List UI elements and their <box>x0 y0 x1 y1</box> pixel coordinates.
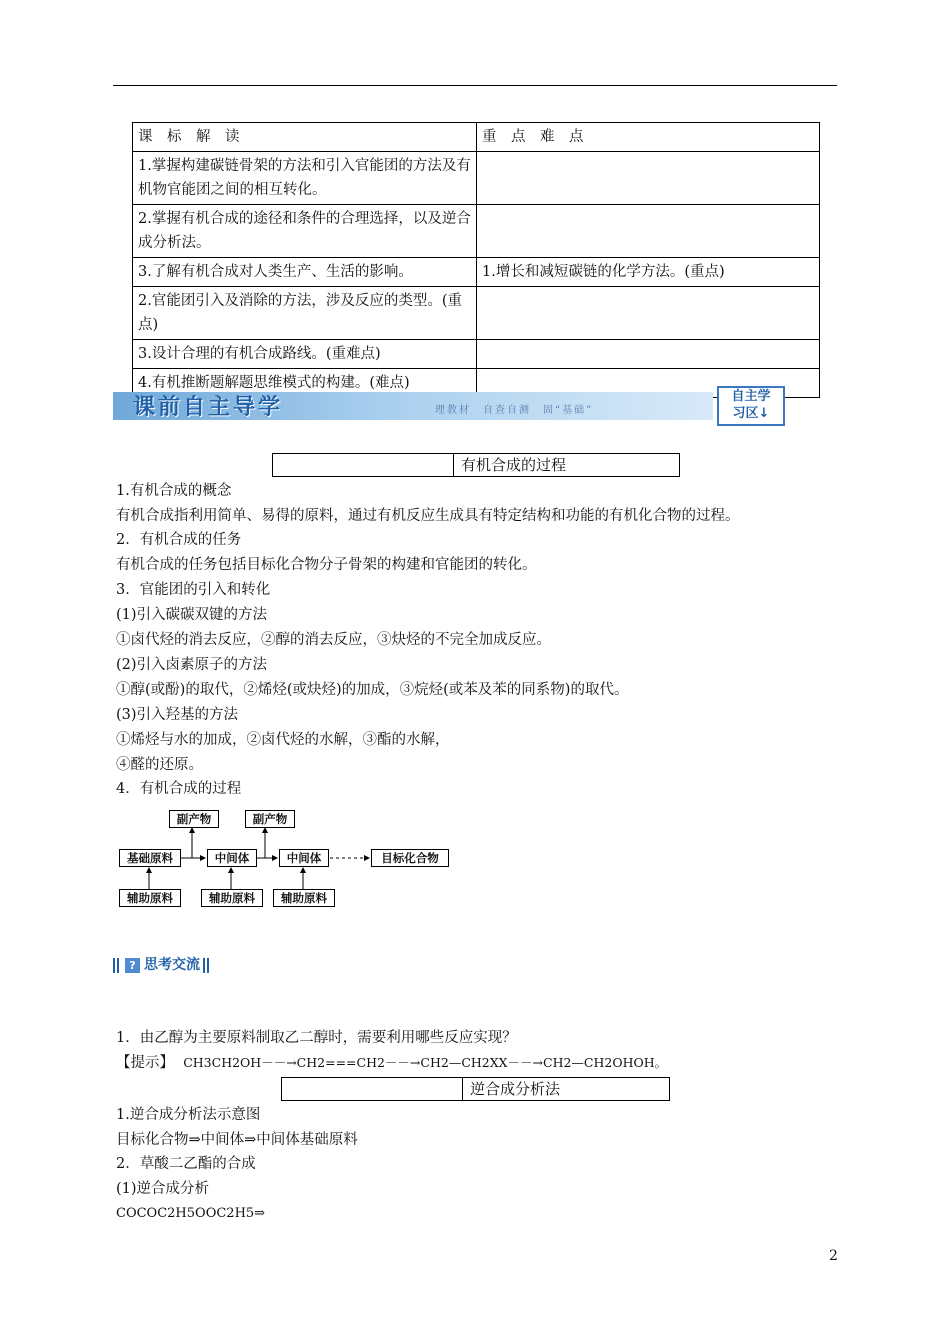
table-cell <box>477 340 820 369</box>
text-line: 4．有机合成的过程 <box>116 781 242 797</box>
banner-badge-line: 习区↓ <box>732 406 770 421</box>
objectives-table <box>132 122 820 398</box>
flow-intermediate-1: 中间体 <box>207 849 257 867</box>
table-row <box>133 152 820 205</box>
text-line: ①烯烃与水的加成，②卤代烃的水解，③酯的水解， <box>116 732 450 748</box>
question-text: 1．由乙醇为主要原料制取乙二醇时，需要利用哪些反应实现？ <box>116 1030 517 1046</box>
bar-icon <box>113 958 115 973</box>
header-rule <box>113 85 837 86</box>
banner-badge-line: 自主学 <box>731 389 771 404</box>
bar-icon <box>117 958 119 973</box>
flow-aux-material-3: 辅助原料 <box>273 889 335 907</box>
text-line: 2．草酸二乙酯的合成 <box>116 1156 256 1172</box>
think-discuss-title: 思考交流 <box>144 957 200 973</box>
text-line: (2)引入卤素原子的方法 <box>116 657 268 673</box>
text-line: 1.逆合成分析法示意图 <box>116 1107 261 1123</box>
table-row <box>133 205 820 258</box>
flow-byproduct-2: 副产物 <box>245 810 295 828</box>
flow-aux-material-2: 辅助原料 <box>201 889 263 907</box>
section-heading-box <box>281 1077 670 1101</box>
text-line: COCOC2H5OOC2H5⇒ <box>116 1206 266 1221</box>
text-line: 3．官能团的引入和转化 <box>116 582 271 598</box>
flow-intermediate-2: 中间体 <box>279 849 329 867</box>
flow-byproduct-1: 副产物 <box>169 810 219 828</box>
bar-icon <box>207 958 209 973</box>
text-line: 目标化合物⇒中间体⇒中间体基础原料 <box>116 1132 358 1148</box>
section-heading: 有机合成的过程 <box>461 456 567 474</box>
text-line: 有机合成的任务包括目标化合物分子骨架的构建和官能团的转化。 <box>116 557 537 573</box>
hint-line <box>116 1053 667 1073</box>
text-line: (1)引入碳碳双键的方法 <box>116 607 268 623</box>
flow-aux-material-1: 辅助原料 <box>119 889 181 907</box>
text-line: ①卤代烃的消去反应，②醇的消去反应，③炔烃的不完全加成反应。 <box>116 632 551 648</box>
table-row <box>133 340 820 369</box>
table-cell: 2.官能团引入及消除的方法，涉及反应的类型。(重点) <box>133 287 477 340</box>
hint-text: CH3CH2OH－－→CH2===CH2－－→CH2—CH2XX－－→CH2—CH2OHOH。 <box>183 1055 668 1070</box>
text-line: 2．有机合成的任务 <box>116 532 242 548</box>
text-line: 有机合成指利用简单、易得的原料，通过有机反应生成具有特定结构和功能的有机化合物的过程。 <box>116 508 740 524</box>
question-icon: ? <box>125 958 140 973</box>
table-cell: 2.掌握有机合成的途径和条件的合理选择，以及逆合成分析法。 <box>133 205 477 258</box>
page-number: 2 <box>829 1248 838 1264</box>
text-line: (1)逆合成分析 <box>116 1181 210 1197</box>
section-heading: 逆合成分析法 <box>470 1080 561 1098</box>
text-line: 1.有机合成的概念 <box>116 483 232 499</box>
synthesis-flow-diagram <box>117 807 457 907</box>
table-row <box>133 287 820 340</box>
banner-title: 课前自主导学 <box>133 395 284 420</box>
hint-label: 【提示】 <box>116 1055 174 1071</box>
table-header-right: 重 点 难 点 <box>477 123 820 152</box>
table-cell: 3.设计合理的有机合成路线。(重难点) <box>133 340 477 369</box>
table-header-left: 课 标 解 读 <box>133 123 477 152</box>
bar-icon <box>203 958 205 973</box>
think-discuss-heading <box>113 954 211 974</box>
table-cell: 1.增长和减短碳链的化学方法。(重点) <box>477 258 820 287</box>
text-line: (3)引入羟基的方法 <box>116 707 239 723</box>
table-cell <box>477 205 820 258</box>
section-heading-box <box>272 453 680 477</box>
section-banner <box>113 386 789 426</box>
table-cell <box>477 152 820 205</box>
flow-target-compound: 目标化合物 <box>371 849 449 867</box>
text-line: ①醇(或酚)的取代，②烯烃(或炔烃)的加成，③烷烃(或苯及苯的同系物)的取代。 <box>116 682 629 698</box>
text-line: ④醛的还原。 <box>116 757 203 773</box>
table-cell <box>477 287 820 340</box>
table-cell: 4.有机推断题解题思维模式的构建。(难点) <box>133 369 477 398</box>
table-cell: 1.掌握构建碳链骨架的方法和引入官能团的方法及有机物官能团之间的相互转化。 <box>133 152 477 205</box>
table-row <box>133 258 820 287</box>
banner-subtitle: 理教材 自查自测 固“基础” <box>435 405 594 416</box>
banner-badge <box>717 386 785 426</box>
table-cell: 3.了解有机合成对人类生产、生活的影响。 <box>133 258 477 287</box>
flow-base-material: 基础原料 <box>119 849 181 867</box>
